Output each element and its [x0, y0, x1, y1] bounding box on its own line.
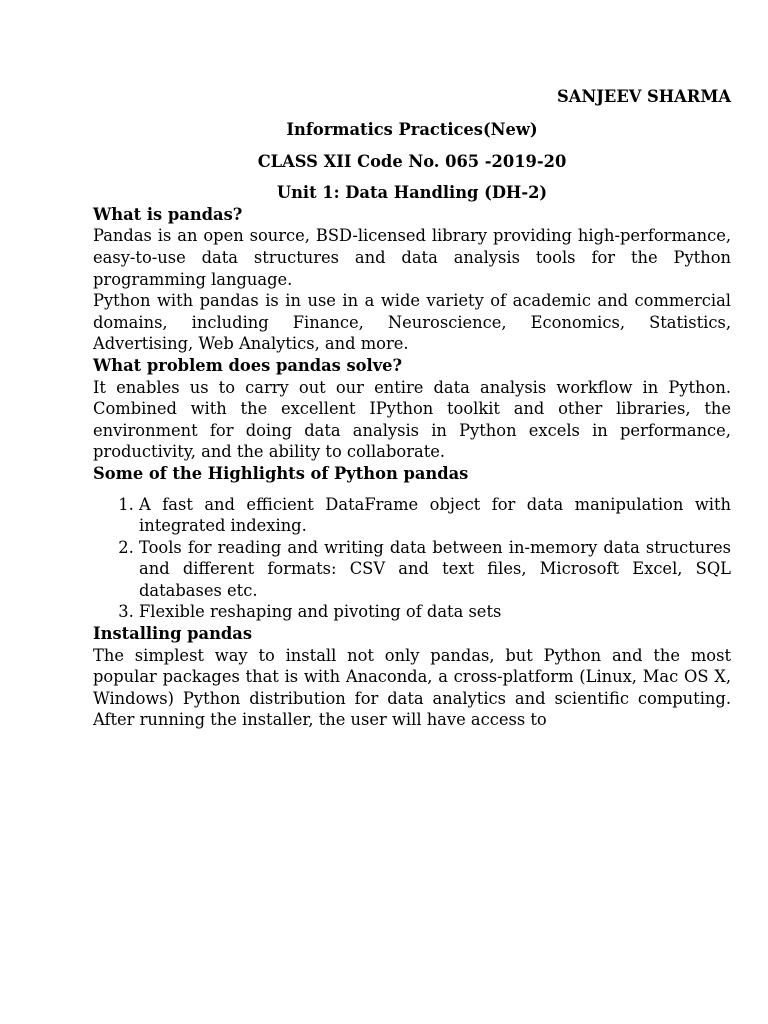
paragraph-pandas-intro: Pandas is an open source, BSD-licensed library providing high-performance, easy-to-use data structures and data analysis tools for the Python programming language.	[93, 226, 731, 289]
highlights-list	[93, 494, 731, 624]
paragraph-problem-solved: It enables us to carry out our entire data analysis workflow in Python. Combined with the excellent IPython toolkit and other libraries, the environment for doing data analysis in Python excels in performance, productivity, and the ability to collaborate.	[93, 377, 731, 462]
heading-installing-pandas: Installing pandas	[93, 624, 253, 644]
class-code: CLASS XII Code No. 065 -2019-20	[257, 151, 567, 171]
unit-title: Unit 1: Data Handling (DH-2)	[276, 183, 548, 203]
author-name: SANJEEV SHARMA	[556, 87, 731, 106]
paragraph-installing-pandas: The simplest way to install not only pandas, but Python and the most popular packages that is with Anaconda, a cross-platform (Linux, Mac OS X, Windows) Python distribution for data analytics and scientific computing. After running the installer, the user will have access to	[93, 645, 731, 730]
list-item: 3. Flexible reshaping and pivoting of data sets	[139, 601, 731, 623]
document-page	[93, 86, 731, 731]
heading-what-is-pandas: What is pandas?	[93, 204, 243, 224]
heading-problem-solved: What problem does pandas solve?	[93, 355, 403, 375]
list-item: 1. A fast and efficient DataFrame object for data manipulation with integrated indexing.	[139, 494, 731, 537]
list-item: 2. Tools for reading and writing data between in-memory data structures and different formats: CSV and text files, Microsoft Excel, SQL databases etc.	[139, 537, 731, 602]
heading-highlights: Some of the Highlights of Python pandas	[93, 463, 469, 483]
paragraph-pandas-usage: Python with pandas is in use in a wide variety of academic and commercial domains, including Finance, Neuroscience, Economics, Statistics, Advertising, Web Analytics, and more.	[93, 291, 731, 354]
subject-title: Informatics Practices(New)	[286, 120, 538, 139]
